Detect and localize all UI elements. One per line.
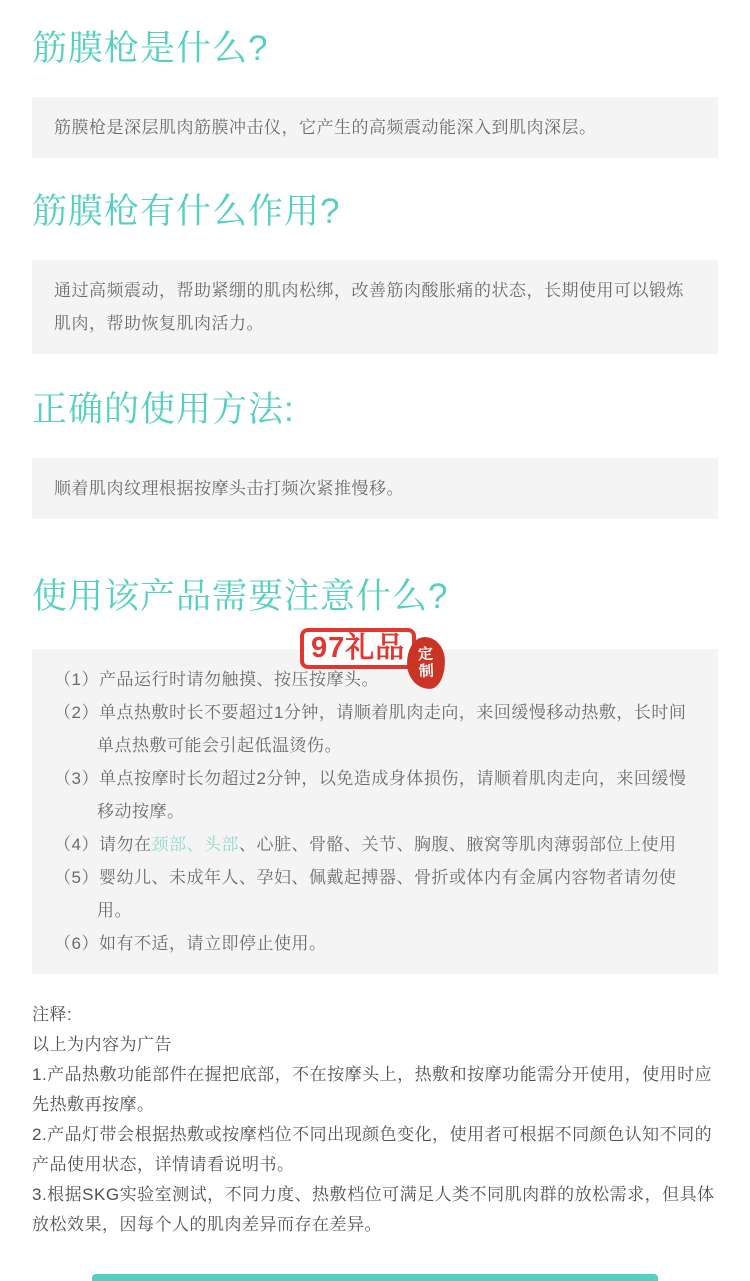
watermark-97lipin-label: 97礼品 <box>311 632 406 664</box>
precaution-item-6: （6）如有不适，请立即停止使用。 <box>54 934 327 953</box>
footnotes <box>32 1000 718 1280</box>
precautions-list-box <box>32 649 718 974</box>
precaution-item-4 <box>54 828 696 861</box>
precaution-item-4-highlight: 颈部、头部 <box>151 835 239 854</box>
precaution-item-1: （1）产品运行时请勿触摸、按压按摩头。 <box>54 670 379 689</box>
answer-box-what-is <box>32 97 718 158</box>
precaution-item-2: （2）单点热敷时长不要超过1分钟，请顺着肌肉走向，来回缓慢移动热敷，长时间单点热敷可能会引起低温烫伤。 <box>54 703 687 755</box>
seal-char-bottom: 制 <box>418 662 435 681</box>
footnote-3: 3.根据SKG实验室测试，不同力度、热敷档位可满足人类不同肌肉群的放松需求，但具体放松效果，因每个人的肌肉差异而存在差异。 <box>32 1185 715 1234</box>
section-title-what-effect: 筋膜枪有什么作用? <box>32 192 341 231</box>
footnote-2: 2.产品灯带会根据热敷或按摩档位不同出现颜色变化，使用者可根据不同颜色认知不同的产品使用状态，详情请看说明书。 <box>32 1125 713 1174</box>
section-correct-usage <box>32 388 718 519</box>
precaution-item-3: （3）单点按摩时长勿超过2分钟，以免造成身体损伤，请顺着肌肉走向，来回缓慢移动按摩。 <box>54 769 687 821</box>
watermark-97lipin-badge <box>300 628 416 669</box>
section-title-what-is: 筋膜枪是什么? <box>32 29 269 68</box>
footnote-ad-disclaimer: 以上为内容为广告 <box>32 1035 172 1054</box>
seal-char-top: 定 <box>417 645 434 664</box>
precaution-item-4-pre: （4）请勿在 <box>54 835 152 854</box>
section-title-correct-usage: 正确的使用方法: <box>32 390 295 429</box>
section-title-precautions: 使用该产品需要注意什么? <box>32 577 449 616</box>
answer-text-what-is: 筋膜枪是深层肌肉筋膜冲击仪，它产生的高频震动能深入到肌肉深层。 <box>54 118 597 137</box>
answer-box-what-effect <box>32 260 718 354</box>
footnote-label: 注释: <box>32 1005 73 1024</box>
footnote-1: 1.产品热敷功能部件在握把底部，不在按摩头上，热敷和按摩功能需分开使用，使用时应先热敷再按摩。 <box>32 1065 713 1114</box>
product-faq-page <box>0 27 750 1280</box>
precaution-item-5: （5）婴幼儿、未成年人、孕妇、佩戴起搏器、骨折或体内有金属内容物者请勿使用。 <box>54 868 677 920</box>
section-what-effect <box>32 190 718 354</box>
next-section-divider-bar <box>92 1274 658 1281</box>
answer-text-what-effect: 通过高频震动，帮助紧绷的肌肉松绑，改善筋肉酸胀痛的状态，长期使用可以锻炼肌肉，帮助恢复肌肉活力。 <box>54 281 684 333</box>
answer-text-correct-usage: 顺着肌肉纹理根据按摩头击打频次紧推慢移。 <box>54 479 404 498</box>
answer-box-correct-usage <box>32 458 718 519</box>
section-what-is-fascia-gun <box>32 27 718 158</box>
precaution-item-4-post: 、心脏、骨骼、关节、胸腹、腋窝等肌肉薄弱部位上使用 <box>238 835 677 854</box>
